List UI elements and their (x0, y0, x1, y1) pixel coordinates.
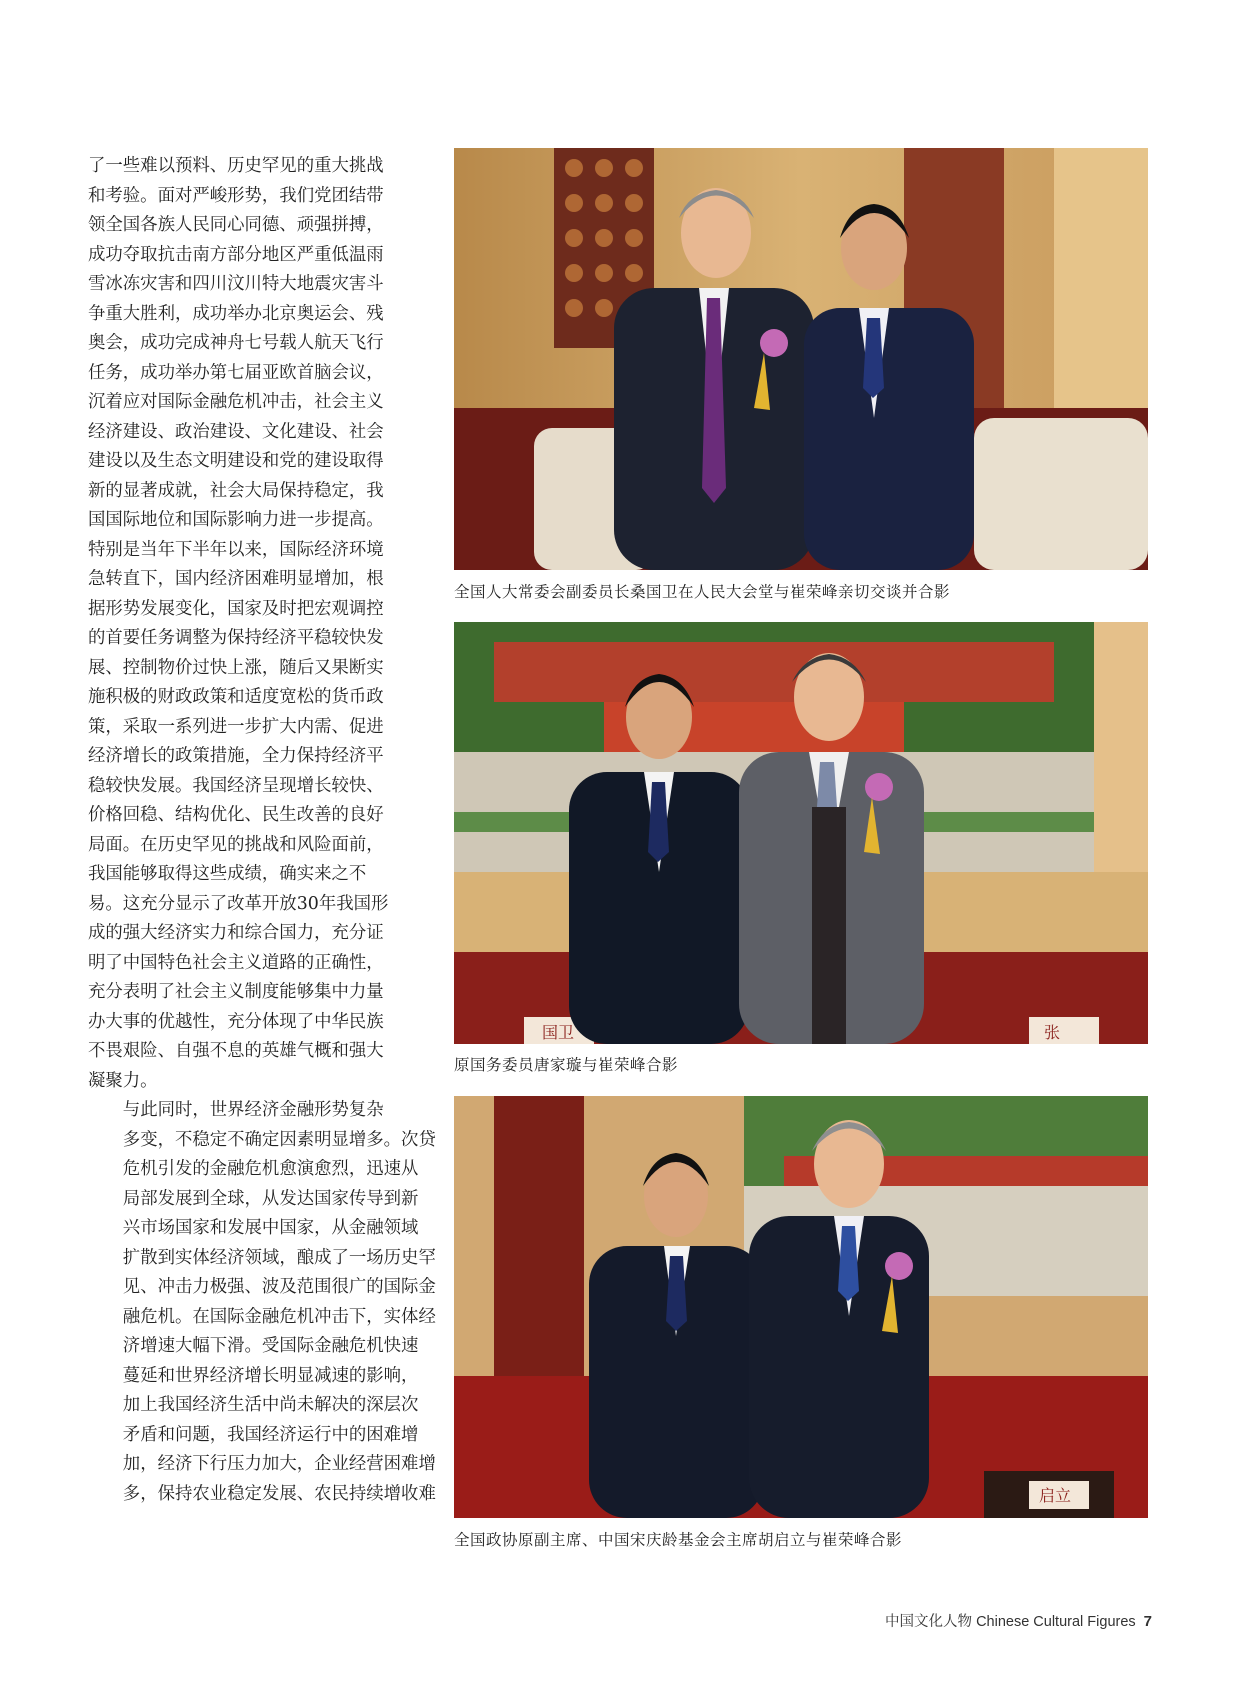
article-line: 兴市场国家和发展中国家，从金融领域 (122, 1218, 419, 1238)
article-line: 争重大胜利，成功举办北京奥运会、残 (88, 303, 384, 324)
article-line: 蔓延和世界经济增长明显减速的影响， (122, 1365, 419, 1386)
article-line: 矛盾和问题，我国经济运行中的困难增 (122, 1424, 419, 1445)
article-line: 领全国各族人民同心同德、顽强拼搏， (88, 215, 384, 235)
article-paragraph-2 (88, 1096, 436, 1509)
magazine-name: 中国文化人物 Chinese Cultural Figures (885, 1614, 1136, 1630)
photo-2-caption: 原国务委员唐家璇与崔荣峰合影 (454, 1056, 679, 1074)
nameplate-right: 张 (1044, 1023, 1061, 1042)
nameplate-left: 国卫 (542, 1023, 575, 1042)
article-line: 建设以及生态文明建设和党的建设取得 (88, 451, 384, 471)
article-line: 加，经济下行压力加大，企业经营困难增 (122, 1454, 436, 1474)
article-line: 见、冲击力极强、波及范围很广的国际金 (122, 1277, 436, 1297)
photo-1 (454, 148, 1148, 570)
article-line: 雪冰冻灾害和四川汶川特大地震灾害斗 (88, 274, 384, 294)
article-line: 特别是当年下半年以来，国际经济环境 (88, 539, 384, 560)
article-line: 展、控制物价过快上涨，随后又果断实 (88, 657, 384, 678)
page-footer (885, 1610, 1152, 1631)
article-line: 局部发展到全球，从发达国家传导到新 (122, 1188, 419, 1209)
photo-3-image (454, 1096, 1148, 1518)
article-line: 不畏艰险、自强不息的英雄气概和强大 (88, 1041, 384, 1061)
article-line: 凝聚力。 (88, 1070, 158, 1091)
photo-1-image (454, 148, 1148, 570)
article-line: 了一些难以预料、历史罕见的重大挑战 (88, 156, 384, 176)
article-line: 的首要任务调整为保持经济平稳较快发 (88, 628, 384, 648)
article-line: 经济增长的政策措施，全力保持经济平 (88, 746, 384, 766)
article-line: 成的强大经济实力和综合国力，充分证 (88, 923, 384, 943)
article-line: 济增速大幅下滑。受国际金融危机快速 (122, 1336, 419, 1356)
article-text-column (88, 152, 436, 1509)
article-line: 多，保持农业稳定发展、农民持续增收难 (122, 1483, 436, 1504)
photo-1-caption: 全国人大常委会副委员长桑国卫在人民大会堂与崔荣峰亲切交谈并合影 (454, 583, 951, 601)
article-line: 任务，成功举办第七届亚欧首脑会议， (88, 362, 384, 383)
article-line: 融危机。在国际金融危机冲击下，实体经 (122, 1306, 436, 1327)
article-line: 稳较快发展。我国经济呈现增长较快、 (88, 775, 384, 796)
article-line: 充分表明了社会主义制度能够集中力量 (88, 982, 384, 1002)
article-line: 明了中国特色社会主义道路的正确性， (88, 952, 384, 973)
article-line: 扩散到实体经济领域，酿成了一场历史罕 (122, 1247, 436, 1268)
article-line: 成功夺取抗击南方部分地区严重低温雨 (88, 244, 384, 265)
photo-2-image (454, 622, 1148, 1044)
article-line: 价格回稳、结构优化、民生改善的良好 (88, 805, 384, 825)
article-line: 沉着应对国际金融危机冲击，社会主义 (88, 392, 384, 412)
article-line: 和考验。面对严峻形势，我们党团结带 (88, 185, 384, 206)
article-line: 施积极的财政政策和适度宽松的货币政 (88, 687, 384, 707)
article-line: 急转直下，国内经济困难明显增加，根 (88, 569, 384, 589)
article-line: 我国能够取得这些成绩，确实来之不 (88, 864, 367, 884)
article-line: 经济建设、政治建设、文化建设、社会 (88, 421, 384, 442)
article-line: 新的显著成就，社会大局保持稳定，我 (88, 480, 384, 501)
article-paragraph-1 (88, 152, 418, 1096)
nameplate: 启立 (1039, 1486, 1072, 1505)
photo-2 (454, 622, 1148, 1044)
photo-3 (454, 1096, 1148, 1518)
article-line: 与此同时，世界经济金融形势复杂 (122, 1100, 384, 1120)
article-line: 加上我国经济生活中尚未解决的深层次 (122, 1395, 419, 1415)
article-line: 局面。在历史罕见的挑战和风险面前， (88, 834, 384, 855)
photo-3-caption: 全国政协原副主席、中国宋庆龄基金会主席胡启立与崔荣峰合影 (454, 1531, 903, 1549)
article-line: 办大事的优越性，充分体现了中华民族 (88, 1011, 384, 1032)
article-line: 奥会，成功完成神舟七号载人航天飞行 (88, 333, 384, 353)
article-line: 策，采取一系列进一步扩大内需、促进 (88, 716, 384, 737)
page-number: 7 (1143, 1613, 1152, 1630)
article-line: 易。这充分显示了改革开放30年我国形 (88, 893, 389, 914)
article-line: 据形势发展变化，国家及时把宏观调控 (88, 598, 384, 619)
article-line: 危机引发的金融危机愈演愈烈，迅速从 (122, 1159, 419, 1179)
article-line: 多变，不稳定不确定因素明显增多。次贷 (122, 1129, 436, 1150)
article-line: 国国际地位和国际影响力进一步提高。 (88, 510, 384, 530)
